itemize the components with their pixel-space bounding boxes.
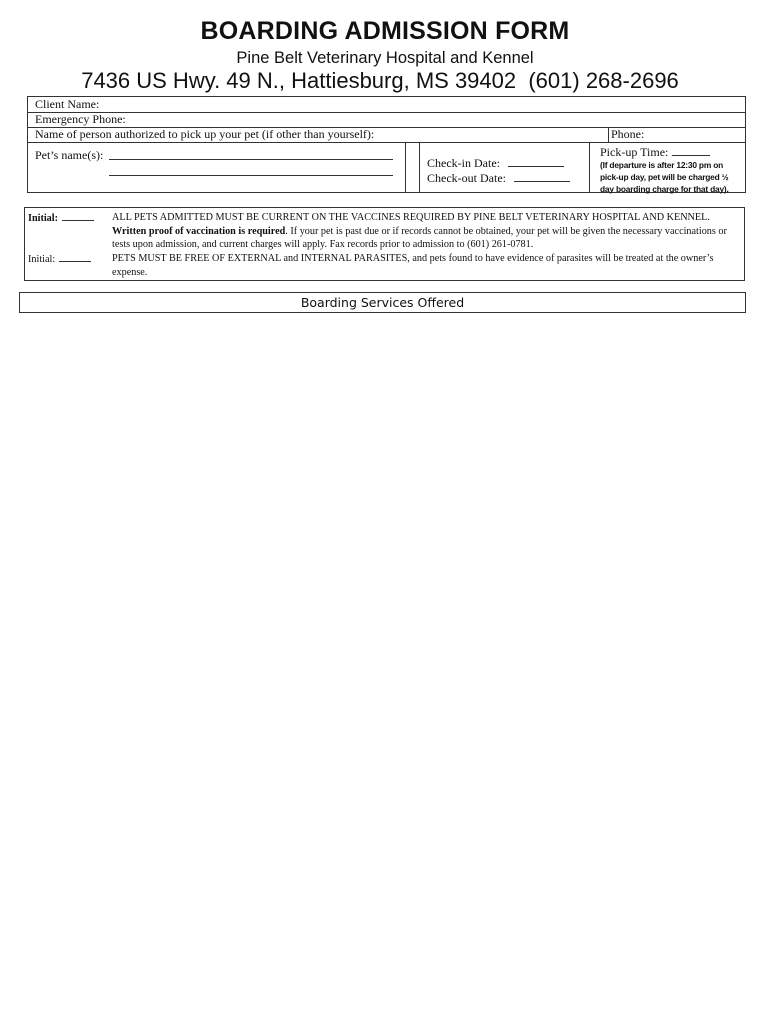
vaccine-initial-blank[interactable]	[62, 211, 94, 221]
check-out-field[interactable]	[427, 170, 570, 186]
parasite-initial[interactable]	[28, 252, 91, 267]
check-out-blank[interactable]	[514, 170, 570, 182]
parasite-policy-text: PETS MUST BE FREE OF EXTERNAL and INTERNAL PARASITES, and pets found to have evidence of parasites will be treated at the owner’s expense.	[112, 253, 714, 278]
dates-divider	[589, 143, 590, 193]
form-title: BOARDING ADMISSION FORM	[200, 17, 570, 45]
pets-divider-left	[405, 143, 406, 193]
parasite-initial-blank[interactable]	[59, 252, 91, 262]
client-info-section	[27, 96, 746, 193]
check-in-field[interactable]	[427, 155, 564, 171]
pickup-time-blank[interactable]	[672, 144, 710, 156]
phone-divider	[608, 127, 609, 142]
policy-section	[24, 207, 745, 281]
vaccine-text-a: ALL PETS ADMITTED MUST BE CURRENT ON THE VACCINES REQUIRED BY PINE BELT VETERINARY HOSPITAL AND KENNEL.	[112, 212, 710, 223]
emergency-phone-row[interactable]	[28, 112, 745, 128]
vaccine-initial[interactable]	[28, 211, 94, 226]
pets-divider-right	[419, 143, 420, 193]
check-out-label: Check-out Date:	[427, 171, 506, 185]
vaccine-initial-label: Initial:	[28, 213, 59, 224]
authorized-person-label: Name of person authorized to pick up your pet (if other than yourself):	[35, 127, 375, 141]
emergency-phone-label: Emergency Phone:	[35, 112, 126, 126]
boarding-services-heading: Boarding Services Offered	[19, 292, 746, 313]
vaccine-text-bold: Written proof of vaccination is required	[112, 225, 286, 237]
pets-name-field-2[interactable]	[109, 164, 393, 176]
hospital-address: 7436 US Hwy. 49 N., Hattiesburg, MS 39402 (601) 268-2696	[81, 68, 679, 93]
check-in-label: Check-in Date:	[427, 156, 500, 170]
pickup-time-field[interactable]	[600, 144, 710, 160]
hospital-name: Pine Belt Veterinary Hospital and Kennel	[236, 49, 534, 67]
client-name-row[interactable]	[28, 97, 745, 113]
client-name-label: Client Name:	[35, 97, 100, 111]
parasite-initial-label: Initial:	[28, 254, 56, 265]
pickup-time-label: Pick-up Time:	[600, 145, 669, 159]
phone-label: Phone:	[611, 127, 645, 141]
pets-name-label: Pet’s name(s):	[35, 148, 104, 162]
pets-name-field-1[interactable]	[109, 148, 393, 160]
vaccine-policy-text	[112, 211, 740, 252]
vaccine-text-b: . If your pet is past due or if records cannot be obtained, your pet will be given the necessary vaccinations or tests upon admission, and current charges will apply. Fax records prior to admission to (601) 261-0781.	[112, 225, 727, 251]
check-in-blank[interactable]	[508, 155, 564, 167]
authorized-person-row[interactable]	[28, 127, 745, 143]
pickup-note: (If departure is after 12:30 pm on pick-up day, pet will be charged ½ day boarding charge for that day).	[600, 160, 729, 194]
